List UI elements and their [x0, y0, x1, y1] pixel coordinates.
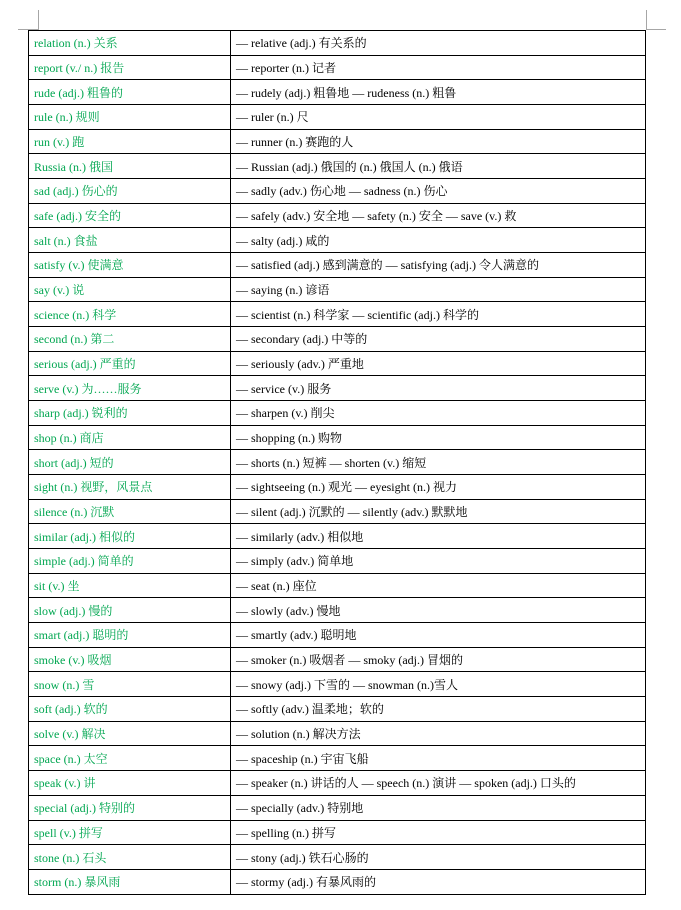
headword-cell: space (n.) 太空 [29, 746, 231, 771]
derivatives-cell: — ruler (n.) 尺 [231, 105, 646, 130]
table-row [29, 351, 646, 376]
table-row [29, 154, 646, 179]
table-row [29, 623, 646, 648]
headword-cell: run (v.) 跑 [29, 129, 231, 154]
table-row [29, 253, 646, 278]
corner-mark-left-vertical [38, 10, 39, 29]
headword-cell: special (adj.) 特别的 [29, 795, 231, 820]
headword-cell: similar (adj.) 相似的 [29, 524, 231, 549]
headword-cell: snow (n.) 雪 [29, 672, 231, 697]
table-row [29, 277, 646, 302]
headword-cell: serve (v.) 为……服务 [29, 376, 231, 401]
derivatives-cell: — speaker (n.) 讲话的人 — speech (n.) 演讲 — spoken (adj.) 口头的 [231, 771, 646, 796]
derivatives-cell: — specially (adv.) 特别地 [231, 795, 646, 820]
derivatives-cell: — secondary (adj.) 中等的 [231, 327, 646, 352]
vocabulary-table-body [29, 31, 646, 895]
derivatives-cell: — snowy (adj.) 下雪的 — snowman (n.)雪人 [231, 672, 646, 697]
headword-cell: serious (adj.) 严重的 [29, 351, 231, 376]
headword-cell: short (adj.) 短的 [29, 450, 231, 475]
derivatives-cell: — seat (n.) 座位 [231, 573, 646, 598]
table-row [29, 746, 646, 771]
table-row [29, 327, 646, 352]
headword-cell: speak (v.) 讲 [29, 771, 231, 796]
headword-cell: sit (v.) 坐 [29, 573, 231, 598]
table-row [29, 672, 646, 697]
derivatives-cell: — salty (adj.) 咸的 [231, 228, 646, 253]
derivatives-cell: — sharpen (v.) 削尖 [231, 401, 646, 426]
derivatives-cell: — smoker (n.) 吸烟者 — smoky (adj.) 冒烟的 [231, 647, 646, 672]
headword-cell: shop (n.) 商店 [29, 425, 231, 450]
table-row [29, 771, 646, 796]
table-row [29, 499, 646, 524]
headword-cell: sight (n.) 视野，风景点 [29, 475, 231, 500]
headword-cell: salt (n.) 食盐 [29, 228, 231, 253]
derivatives-cell: — seriously (adv.) 严重地 [231, 351, 646, 376]
table-row [29, 697, 646, 722]
derivatives-cell: — satisfied (adj.) 感到满意的 — satisfying (adj.) 令人满意的 [231, 253, 646, 278]
headword-cell: soft (adj.) 软的 [29, 697, 231, 722]
table-row [29, 820, 646, 845]
vocabulary-table [28, 30, 646, 895]
headword-cell: storm (n.) 暴风雨 [29, 869, 231, 894]
derivatives-cell: — smartly (adv.) 聪明地 [231, 623, 646, 648]
derivatives-cell: — similarly (adv.) 相似地 [231, 524, 646, 549]
headword-cell: say (v.) 说 [29, 277, 231, 302]
table-row [29, 549, 646, 574]
headword-cell: safe (adj.) 安全的 [29, 203, 231, 228]
table-row [29, 80, 646, 105]
table-row [29, 647, 646, 672]
headword-cell: relation (n.) 关系 [29, 31, 231, 56]
headword-cell: stone (n.) 石头 [29, 845, 231, 870]
derivatives-cell: — scientist (n.) 科学家 — scientific (adj.) 科学的 [231, 302, 646, 327]
table-row [29, 302, 646, 327]
derivatives-cell: — shorts (n.) 短裤 — shorten (v.) 缩短 [231, 450, 646, 475]
derivatives-cell: — runner (n.) 赛跑的人 [231, 129, 646, 154]
derivatives-cell: — saying (n.) 谚语 [231, 277, 646, 302]
derivatives-cell: — softly (adv.) 温柔地；软的 [231, 697, 646, 722]
derivatives-cell: — stormy (adj.) 有暴风雨的 [231, 869, 646, 894]
derivatives-cell: — stony (adj.) 铁石心肠的 [231, 845, 646, 870]
table-row [29, 845, 646, 870]
headword-cell: report (v./ n.) 报告 [29, 55, 231, 80]
headword-cell: sad (adj.) 伤心的 [29, 179, 231, 204]
table-row [29, 450, 646, 475]
derivatives-cell: — reporter (n.) 记者 [231, 55, 646, 80]
headword-cell: sharp (adj.) 锐利的 [29, 401, 231, 426]
headword-cell: rule (n.) 规则 [29, 105, 231, 130]
corner-mark-right-vertical [646, 10, 647, 29]
table-row [29, 795, 646, 820]
table-row [29, 598, 646, 623]
table-row [29, 228, 646, 253]
table-row [29, 129, 646, 154]
table-row [29, 524, 646, 549]
derivatives-cell: — spaceship (n.) 宇宙飞船 [231, 746, 646, 771]
derivatives-cell: — slowly (adv.) 慢地 [231, 598, 646, 623]
table-row [29, 55, 646, 80]
table-row [29, 105, 646, 130]
derivatives-cell: — silent (adj.) 沉默的 — silently (adv.) 默默地 [231, 499, 646, 524]
derivatives-cell: — sadly (adv.) 伤心地 — sadness (n.) 伤心 [231, 179, 646, 204]
derivatives-cell: — simply (adv.) 简单地 [231, 549, 646, 574]
derivatives-cell: — service (v.) 服务 [231, 376, 646, 401]
derivatives-cell: — safely (adv.) 安全地 — safety (n.) 安全 — save (v.) 救 [231, 203, 646, 228]
table-row [29, 203, 646, 228]
headword-cell: science (n.) 科学 [29, 302, 231, 327]
derivatives-cell: — Russian (adj.) 俄国的 (n.) 俄国人 (n.) 俄语 [231, 154, 646, 179]
headword-cell: satisfy (v.) 使满意 [29, 253, 231, 278]
headword-cell: smoke (v.) 吸烟 [29, 647, 231, 672]
table-row [29, 401, 646, 426]
headword-cell: spell (v.) 拼写 [29, 820, 231, 845]
headword-cell: solve (v.) 解决 [29, 721, 231, 746]
headword-cell: second (n.) 第二 [29, 327, 231, 352]
table-row [29, 573, 646, 598]
table-row [29, 869, 646, 894]
table-row [29, 376, 646, 401]
headword-cell: smart (adj.) 聪明的 [29, 623, 231, 648]
headword-cell: Russia (n.) 俄国 [29, 154, 231, 179]
derivatives-cell: — shopping (n.) 购物 [231, 425, 646, 450]
corner-mark-right-horizontal [646, 29, 666, 30]
table-row [29, 721, 646, 746]
table-row [29, 31, 646, 56]
derivatives-cell: — relative (adj.) 有关系的 [231, 31, 646, 56]
headword-cell: rude (adj.) 粗鲁的 [29, 80, 231, 105]
headword-cell: silence (n.) 沉默 [29, 499, 231, 524]
derivatives-cell: — rudely (adj.) 粗鲁地 — rudeness (n.) 粗鲁 [231, 80, 646, 105]
table-row [29, 425, 646, 450]
headword-cell: simple (adj.) 简单的 [29, 549, 231, 574]
table-row [29, 475, 646, 500]
derivatives-cell: — sightseeing (n.) 观光 — eyesight (n.) 视力 [231, 475, 646, 500]
derivatives-cell: — solution (n.) 解决方法 [231, 721, 646, 746]
derivatives-cell: — spelling (n.) 拼写 [231, 820, 646, 845]
headword-cell: slow (adj.) 慢的 [29, 598, 231, 623]
table-row [29, 179, 646, 204]
